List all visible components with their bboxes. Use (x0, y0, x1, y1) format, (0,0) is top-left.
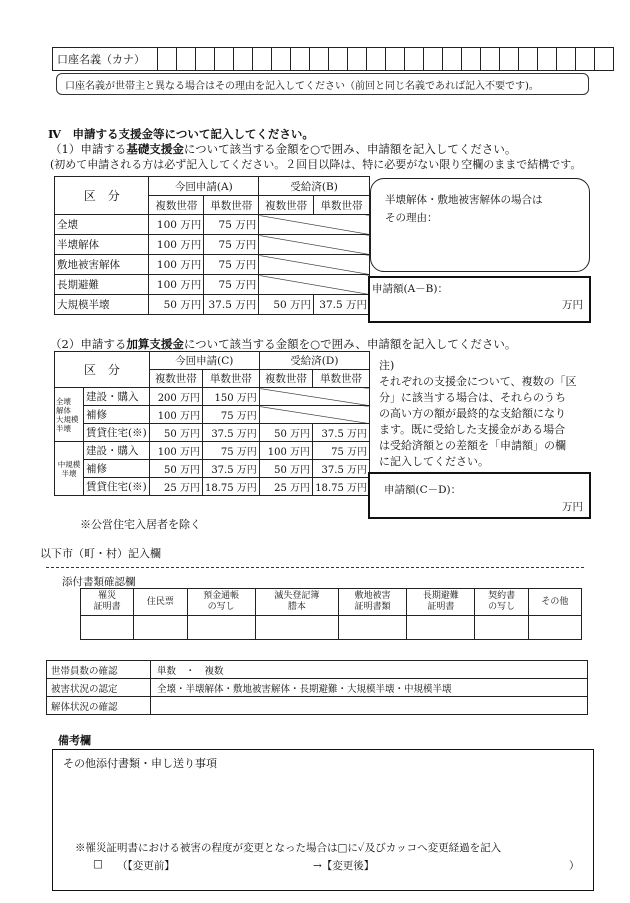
basic-received-single[interactable]: 37.5 万円 (314, 295, 370, 315)
additional-amount-unit: 万円 (562, 501, 583, 513)
group-chukibo (55, 442, 84, 496)
kana-cell[interactable] (500, 48, 519, 71)
attachment-table (80, 588, 582, 640)
basic-received-na (259, 275, 370, 295)
group-label: 大規模 (56, 414, 79, 424)
note-line: それぞれの支援金について、複数の「区 (379, 375, 577, 388)
additional-current-multi[interactable]: 50 万円 (149, 460, 202, 478)
additional-received-multi[interactable]: 50 万円 (259, 424, 312, 442)
additional-received-na (259, 406, 369, 424)
kana-cell[interactable] (595, 48, 614, 71)
basic-reason-line2: その理由： (385, 212, 438, 224)
additional-row (55, 406, 370, 424)
basic-row-label: 全壊 (55, 215, 149, 235)
attach-col-header: 敷地被害 証明書類 (338, 589, 406, 616)
basic-instruction (50, 141, 516, 157)
basic-received-multi[interactable]: 50 万円 (259, 295, 314, 315)
additional-row (55, 388, 370, 406)
attach-col-header: 長期避難 証明書 (407, 589, 475, 616)
basic-row (55, 215, 370, 235)
basic-row (55, 235, 370, 255)
remarks-note: ※罹災証明書における被害の程度が変更となった場合は□に✓及びカッコへ変更経過を記入 (75, 842, 502, 854)
attach-col-header: 契約書 の写し (475, 589, 528, 616)
kana-cell[interactable] (519, 48, 538, 71)
additional-post: について該当する金額を○で囲み、申請額を記入してください。 (183, 337, 517, 351)
check-row (47, 697, 588, 715)
basic-note: (初めて申請される方は必ず記入してください。２回目以降は、特に必要がない限り空欄のままで結構です。 (50, 158, 582, 171)
basic-row-label: 敷地被害解体 (55, 255, 149, 275)
basic-amount-label: 申請額(A－B)： (372, 283, 448, 295)
kana-cell[interactable] (386, 48, 405, 71)
additional-received-na (259, 388, 369, 406)
kana-cell[interactable] (481, 48, 500, 71)
additional-current-multi[interactable]: 25 万円 (149, 478, 202, 496)
basic-current-header: 今回申請(A) (149, 177, 259, 196)
basic-amount-unit: 万円 (562, 299, 583, 311)
additional-current-single[interactable]: 18.75 万円 (202, 478, 259, 496)
note-line: の高い方の額が最終的な支給額になり (379, 407, 566, 420)
additional-current-single[interactable]: 75 万円 (202, 442, 259, 460)
basic-amount-box[interactable] (368, 276, 591, 323)
basic-received-multi-header: 複数世帯 (259, 196, 314, 215)
kana-cell[interactable] (291, 48, 310, 71)
kana-cell[interactable] (158, 48, 177, 71)
basic-received-na (259, 255, 370, 275)
basic-row-label: 長期避難 (55, 275, 149, 295)
basic-received-na (259, 235, 370, 255)
basic-received-single-header: 単数世帯 (314, 196, 370, 215)
additional-amount-label: 申請額(C－D)： (384, 484, 462, 496)
remarks-box[interactable] (52, 749, 594, 891)
additional-pre: （2）申請する (50, 337, 127, 351)
kana-cell[interactable] (253, 48, 272, 71)
note-line: 注) (379, 359, 395, 372)
basic-single-header: 単数世帯 (204, 196, 259, 215)
attach-check-cell[interactable] (134, 616, 187, 640)
basic-row (55, 295, 370, 315)
additional-multi-header: 複数世帯 (149, 370, 202, 388)
attach-check-cell[interactable] (338, 616, 406, 640)
additional-current-multi[interactable]: 100 万円 (149, 442, 202, 460)
additional-row-label: 建設・購入 (83, 388, 149, 406)
basic-row (55, 275, 370, 295)
change-close: ） (569, 860, 580, 872)
basic-row-label: 大規模半壊 (55, 295, 149, 315)
additional-received-single[interactable]: 18.75 万円 (313, 478, 370, 496)
basic-support-table (54, 176, 370, 315)
additional-received-multi-header: 複数世帯 (259, 370, 312, 388)
additional-received-multi[interactable]: 25 万円 (259, 478, 312, 496)
change-before: （【変更前】 (117, 860, 175, 872)
additional-instruction (50, 336, 516, 352)
kana-cell[interactable] (576, 48, 595, 71)
additional-row (55, 442, 370, 460)
attach-col-header: 預金通帳 の写し (187, 589, 255, 616)
additional-row (55, 460, 370, 478)
additional-current-single[interactable]: 37.5 万円 (202, 424, 259, 442)
attach-check-cell[interactable] (81, 616, 134, 640)
additional-received-multi[interactable]: 50 万円 (259, 460, 312, 478)
basic-row-label: 半壊解体 (55, 235, 149, 255)
additional-amount-box[interactable] (368, 472, 591, 519)
attach-check-cell[interactable] (255, 616, 338, 640)
additional-note (379, 358, 593, 470)
additional-bold: 加算支援金 (126, 337, 184, 351)
additional-kubun-header: 区 分 (55, 352, 150, 388)
additional-row-label: 賃貸住宅(※) (83, 478, 149, 496)
kana-cell[interactable] (310, 48, 329, 71)
kana-cell[interactable] (538, 48, 557, 71)
basic-current-multi[interactable]: 100 万円 (149, 275, 204, 295)
basic-multi-header: 複数世帯 (149, 196, 204, 215)
additional-received-multi[interactable]: 100 万円 (259, 442, 312, 460)
group-label: 解体 (56, 405, 71, 415)
basic-current-single[interactable]: 75 万円 (204, 255, 259, 275)
dashed-divider (46, 567, 584, 568)
reason-note-box (56, 73, 589, 95)
attach-col-header: 滅失登記簿 謄本 (255, 589, 338, 616)
additional-row-label: 補修 (83, 460, 149, 478)
additional-current-single[interactable]: 75 万円 (202, 406, 259, 424)
check-label: 解体状況の確認 (47, 697, 151, 715)
basic-received-na (259, 215, 370, 235)
additional-row (55, 478, 370, 496)
kana-cell[interactable] (424, 48, 443, 71)
kana-cell[interactable] (177, 48, 196, 71)
attach-title: 添付書類確認欄 (62, 576, 136, 588)
additional-row (55, 424, 370, 442)
additional-current-single[interactable]: 37.5 万円 (202, 460, 259, 478)
reason-note-text: 口座名義が世帯主と異なる場合はその理由を記入してください（前回と同じ名義であれば記入不要です)。 (65, 81, 539, 92)
kana-cell[interactable] (367, 48, 386, 71)
attach-col-header: その他 (528, 589, 581, 616)
attach-check-cell[interactable] (475, 616, 528, 640)
kana-cell[interactable] (443, 48, 462, 71)
additional-current-multi[interactable]: 50 万円 (149, 424, 202, 442)
check-value[interactable] (151, 697, 588, 715)
additional-current-multi[interactable]: 100 万円 (149, 406, 202, 424)
additional-row-label: 建設・購入 (83, 442, 149, 460)
additional-footnote: ※公営住宅入居者を除く (80, 518, 201, 531)
kana-cell[interactable] (557, 48, 576, 71)
basic-current-multi[interactable]: 100 万円 (149, 235, 204, 255)
attach-col-header: 罹災 証明書 (81, 589, 134, 616)
basic-current-multi[interactable]: 100 万円 (149, 255, 204, 275)
additional-single-header: 単数世帯 (202, 370, 259, 388)
kana-cell[interactable] (234, 48, 253, 71)
additional-current-multi[interactable]: 200 万円 (149, 388, 202, 406)
check-row (47, 661, 588, 679)
group-label: 全壊 (56, 396, 71, 406)
additional-current-header: 今回申請(C) (149, 352, 259, 370)
account-kana-label: 口座名義（カナ） (53, 48, 158, 71)
additional-row-label: 賃貸住宅(※) (83, 424, 149, 442)
kana-cell[interactable] (215, 48, 234, 71)
basic-current-single[interactable]: 75 万円 (204, 235, 259, 255)
basic-pre: （1）申請する (50, 142, 127, 156)
additional-received-single-header: 単数世帯 (313, 370, 370, 388)
check-label: 被害状況の認定 (47, 679, 151, 697)
additional-current-single[interactable]: 150 万円 (202, 388, 259, 406)
account-kana-table (52, 47, 614, 71)
note-line: に記入してください。 (379, 455, 489, 468)
basic-received-header: 受給済(B) (259, 177, 370, 196)
additional-received-single[interactable]: 37.5 万円 (313, 424, 370, 442)
kana-cell[interactable] (196, 48, 215, 71)
check-row (47, 679, 588, 697)
attach-check-cell[interactable] (187, 616, 255, 640)
basic-reason-box[interactable] (370, 178, 590, 272)
attach-col-header: 住民票 (134, 589, 187, 616)
basic-kubun-header: 区 分 (55, 177, 149, 215)
additional-support-table (54, 351, 370, 496)
basic-row (55, 255, 370, 275)
basic-current-single[interactable]: 75 万円 (204, 215, 259, 235)
group-label: 半壊 (61, 468, 77, 478)
kana-cell[interactable] (405, 48, 424, 71)
attach-check-cell[interactable] (407, 616, 475, 640)
additional-received-single[interactable]: 37.5 万円 (313, 460, 370, 478)
check-table (46, 660, 588, 715)
additional-row-label: 補修 (83, 406, 149, 424)
additional-received-single[interactable]: 75 万円 (313, 442, 370, 460)
section4-heading: Ⅳ 申請する支援金等について記入してください。 (48, 127, 314, 141)
check-label: 世帯員数の確認 (47, 661, 151, 679)
group-label: 中規模 (57, 459, 81, 469)
kana-cell[interactable] (329, 48, 348, 71)
kana-cell[interactable] (272, 48, 291, 71)
basic-current-single[interactable]: 37.5 万円 (204, 295, 259, 315)
attach-check-cell[interactable] (528, 616, 581, 640)
kana-cell[interactable] (348, 48, 367, 71)
kana-cell[interactable] (462, 48, 481, 71)
additional-received-header: 受給済(D) (259, 352, 369, 370)
note-line: ます。既に受給した支援金がある場合 (379, 423, 566, 436)
note-line: は受給済額との差額を「申請額」の欄 (379, 439, 566, 452)
basic-current-multi[interactable]: 100 万円 (149, 215, 204, 235)
remarks-sub: その他添付書類・申し送り事項 (63, 757, 217, 770)
basic-bold: 基礎支援金 (126, 142, 184, 156)
basic-reason-line1: 半壊解体・敷地被害解体の場合は (385, 194, 543, 206)
group-label: 半壊 (56, 423, 71, 433)
basic-post: について該当する金額を○で囲み、申請額を記入してください。 (183, 142, 517, 156)
note-line: 分」に該当する場合は、それらのうち (379, 391, 566, 404)
change-after: →【変更後】 (313, 860, 375, 872)
city-heading: 以下市（町・村）記入欄 (40, 547, 161, 560)
basic-current-multi[interactable]: 50 万円 (149, 295, 204, 315)
change-checkbox[interactable]: □ (93, 858, 103, 870)
basic-current-single[interactable]: 75 万円 (204, 275, 259, 295)
group-zenkai-hankai (55, 388, 84, 442)
remarks-title: 備考欄 (58, 734, 91, 747)
check-value[interactable]: 単数 ・ 複数 (151, 661, 588, 679)
check-value[interactable]: 全壊・半壊解体・敷地被害解体・長期避難・大規模半壊・中規模半壊 (151, 679, 588, 697)
